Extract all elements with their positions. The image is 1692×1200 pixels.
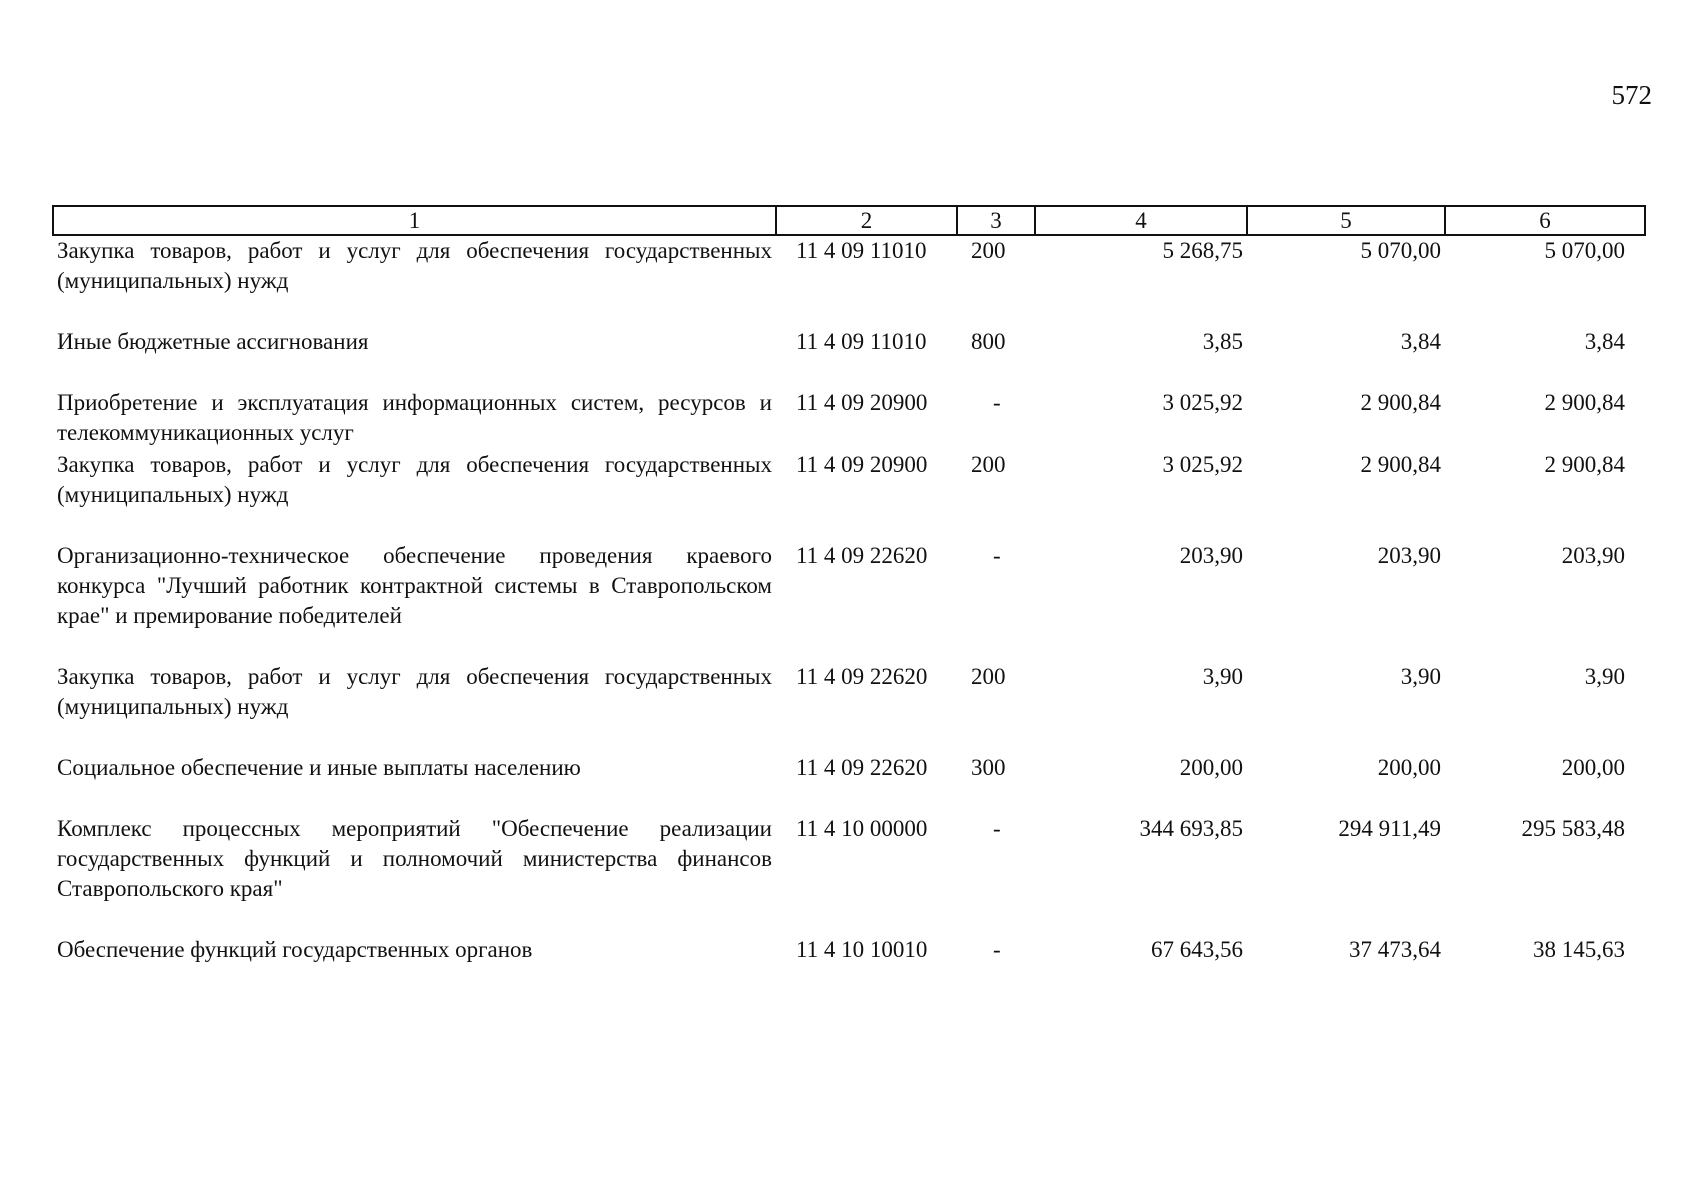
row-value-5: 3,84 <box>1400 329 1441 354</box>
row-name: Комплекс процессных мероприятий "Обеспечение реализации государственных функций и полномочий министерства финансов Ставропольского края" <box>57 816 772 901</box>
row-code: 11 4 09 11010 <box>796 329 927 354</box>
row-expense-type: 800 <box>971 329 1006 354</box>
row-value-4: 3 025,92 <box>1162 390 1243 415</box>
table-row <box>53 541 1645 662</box>
table-row <box>53 662 1645 753</box>
row-value-4: 67 643,56 <box>1151 937 1243 962</box>
table-row <box>53 235 1645 327</box>
row-value-5: 294 911,49 <box>1338 816 1441 841</box>
row-name: Приобретение и эксплуатация информационных систем, ресурсов и телекоммуникационных услуг <box>57 390 772 445</box>
table-row <box>53 935 1645 967</box>
row-value-4: 344 693,85 <box>1139 816 1243 841</box>
row-value-6: 3,84 <box>1584 329 1625 354</box>
table-row <box>53 327 1645 388</box>
header-row <box>53 206 1645 235</box>
row-value-5: 2 900,84 <box>1360 452 1441 477</box>
row-code: 11 4 10 10010 <box>796 937 928 962</box>
row-name: Социальное обеспечение и иные выплаты населению <box>57 755 581 780</box>
row-value-6: 5 070,00 <box>1544 238 1625 263</box>
column-header-2: 2 <box>776 206 957 235</box>
row-value-6: 203,90 <box>1561 543 1625 568</box>
row-value-4: 3 025,92 <box>1162 452 1243 477</box>
row-value-5: 3,90 <box>1400 664 1441 689</box>
row-expense-type: 300 <box>971 755 1006 780</box>
row-code: 11 4 09 20900 <box>796 452 928 477</box>
row-value-6: 200,00 <box>1561 755 1625 780</box>
row-code: 11 4 09 22620 <box>796 755 928 780</box>
row-code: 11 4 09 22620 <box>796 664 928 689</box>
row-name: Закупка товаров, работ и услуг для обеспечения государственных (муниципальных) нужд <box>57 664 772 719</box>
row-value-5: 2 900,84 <box>1360 390 1441 415</box>
row-name: Иные бюджетные ассигнования <box>57 329 369 354</box>
row-expense-type: - <box>993 816 1001 841</box>
table-body <box>53 235 1645 967</box>
row-code: 11 4 10 00000 <box>796 816 928 841</box>
row-value-6: 3,90 <box>1584 664 1625 689</box>
table-row <box>53 814 1645 935</box>
row-code: 11 4 09 11010 <box>796 238 927 263</box>
row-value-6: 38 145,63 <box>1533 937 1625 962</box>
row-value-5: 200,00 <box>1377 755 1441 780</box>
row-expense-type: - <box>993 543 1001 568</box>
table-row <box>53 388 1645 450</box>
row-expense-type: 200 <box>971 664 1006 689</box>
table-row <box>53 450 1645 541</box>
row-expense-type: - <box>993 937 1001 962</box>
row-value-4: 203,90 <box>1179 543 1243 568</box>
column-header-5: 5 <box>1247 206 1445 235</box>
row-value-6: 2 900,84 <box>1544 390 1625 415</box>
row-value-5: 5 070,00 <box>1360 238 1441 263</box>
row-value-4: 200,00 <box>1179 755 1243 780</box>
row-name: Закупка товаров, работ и услуг для обеспечения государственных (муниципальных) нужд <box>57 452 772 507</box>
row-value-4: 3,85 <box>1202 329 1243 354</box>
row-name: Обеспечение функций государственных органов <box>57 937 533 962</box>
row-expense-type: 200 <box>971 452 1006 477</box>
row-value-6: 2 900,84 <box>1544 452 1625 477</box>
column-header-1: 1 <box>53 206 776 235</box>
page-number: 572 <box>1611 80 1652 110</box>
column-header-4: 4 <box>1035 206 1247 235</box>
table-header <box>53 206 1645 235</box>
row-code: 11 4 09 20900 <box>796 390 928 415</box>
budget-table <box>52 205 1646 967</box>
row-expense-type: 200 <box>971 238 1006 263</box>
row-code: 11 4 09 22620 <box>796 543 928 568</box>
row-expense-type: - <box>993 390 1001 415</box>
row-value-6: 295 583,48 <box>1521 816 1625 841</box>
row-value-5: 37 473,64 <box>1349 937 1441 962</box>
row-name: Организационно-техническое обеспечение проведения краевого конкурса "Лучший работник контрактной системы в Ставропольском крае" и премирование победителей <box>57 543 772 628</box>
row-value-4: 3,90 <box>1202 664 1243 689</box>
table-row <box>53 753 1645 814</box>
row-name: Закупка товаров, работ и услуг для обеспечения государственных (муниципальных) нужд <box>57 238 772 293</box>
row-value-4: 5 268,75 <box>1162 238 1243 263</box>
column-header-3: 3 <box>957 206 1035 235</box>
row-value-5: 203,90 <box>1377 543 1441 568</box>
column-header-6: 6 <box>1445 206 1645 235</box>
